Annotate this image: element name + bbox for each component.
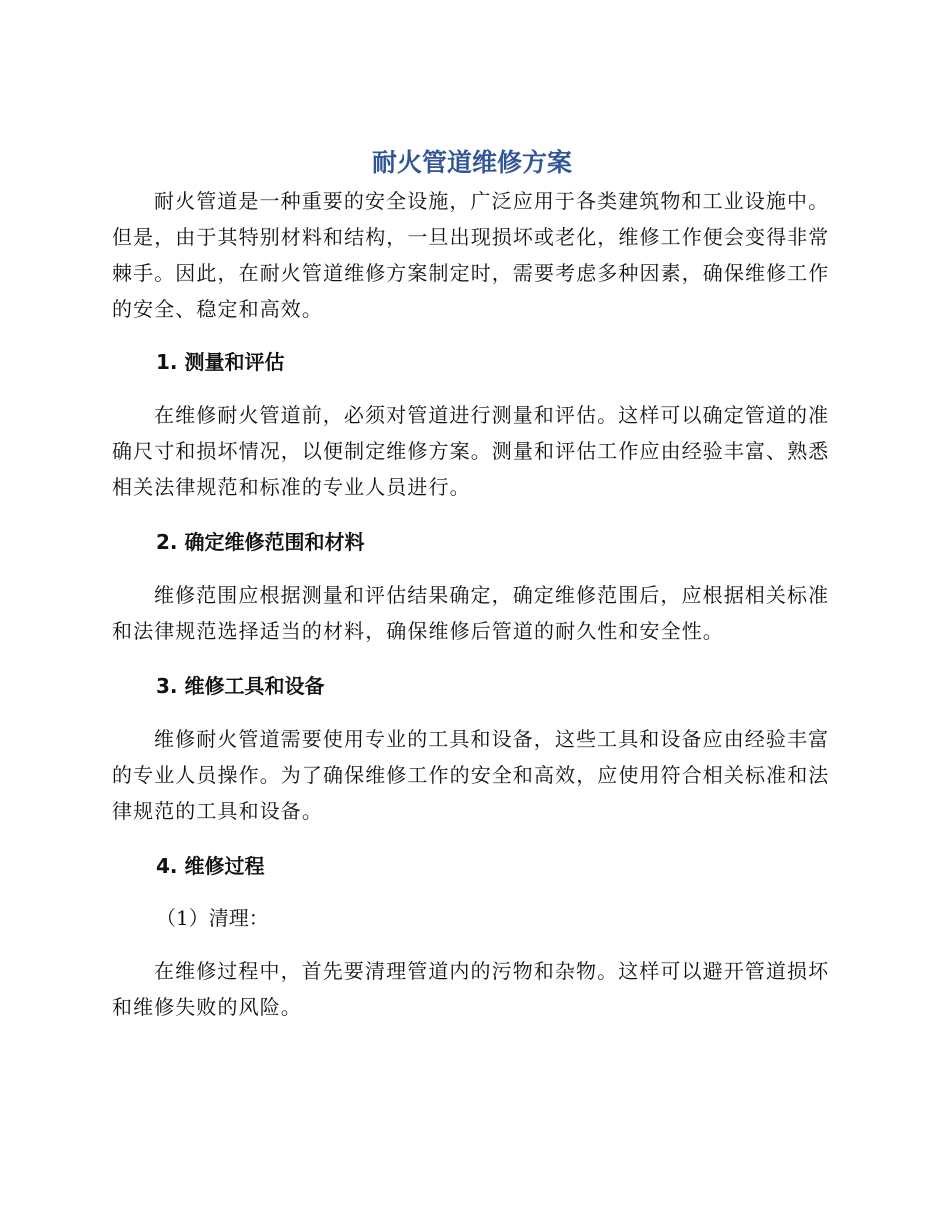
section-text-measurement: 在维修耐火管道前，必须对管道进行测量和评估。这样可以确定管道的准确尺寸和损坏情况，以便制定维修方案。测量和评估工作应由经验丰富、熟悉相关法律规范和标准的专业人员进行。 xyxy=(112,403,830,499)
section-subheading-cleaning: （1）清理： xyxy=(156,906,269,930)
section-heading-scope-materials: 2. 确定维修范围和材料 xyxy=(156,530,365,554)
document-title: 耐火管道维修方案 xyxy=(371,148,572,177)
section-heading-tools: 3. 维修工具和设备 xyxy=(156,674,325,698)
intro-paragraph: 耐火管道是一种重要的安全设施，广泛应用于各类建筑物和工业设施中。但是，由于其特别材料和结构，一旦出现损坏或老化，维修工作便会变得非常棘手。因此，在耐火管道维修方案制定时，需要考虑多种因素，确保维修工作的安全、稳定和高效。 xyxy=(112,189,830,321)
section-heading-process: 4. 维修过程 xyxy=(156,854,265,878)
document-body xyxy=(112,145,832,1025)
section-text-tools: 维修耐火管道需要使用专业的工具和设备，这些工具和设备应由经验丰富的专业人员操作。为了确保维修工作的安全和高效，应使用符合相关标准和法律规范的工具和设备。 xyxy=(112,727,830,823)
section-text-scope-materials: 维修范围应根据测量和评估结果确定，确定维修范围后，应根据相关标准和法律规范选择适当的材料，确保维修后管道的耐久性和安全性。 xyxy=(112,583,830,643)
section-heading-measurement: 1. 测量和评估 xyxy=(156,350,285,374)
section-text-cleaning: 在维修过程中，首先要清理管道内的污物和杂物。这样可以避开管道损坏和维修失败的风险。 xyxy=(112,959,830,1019)
